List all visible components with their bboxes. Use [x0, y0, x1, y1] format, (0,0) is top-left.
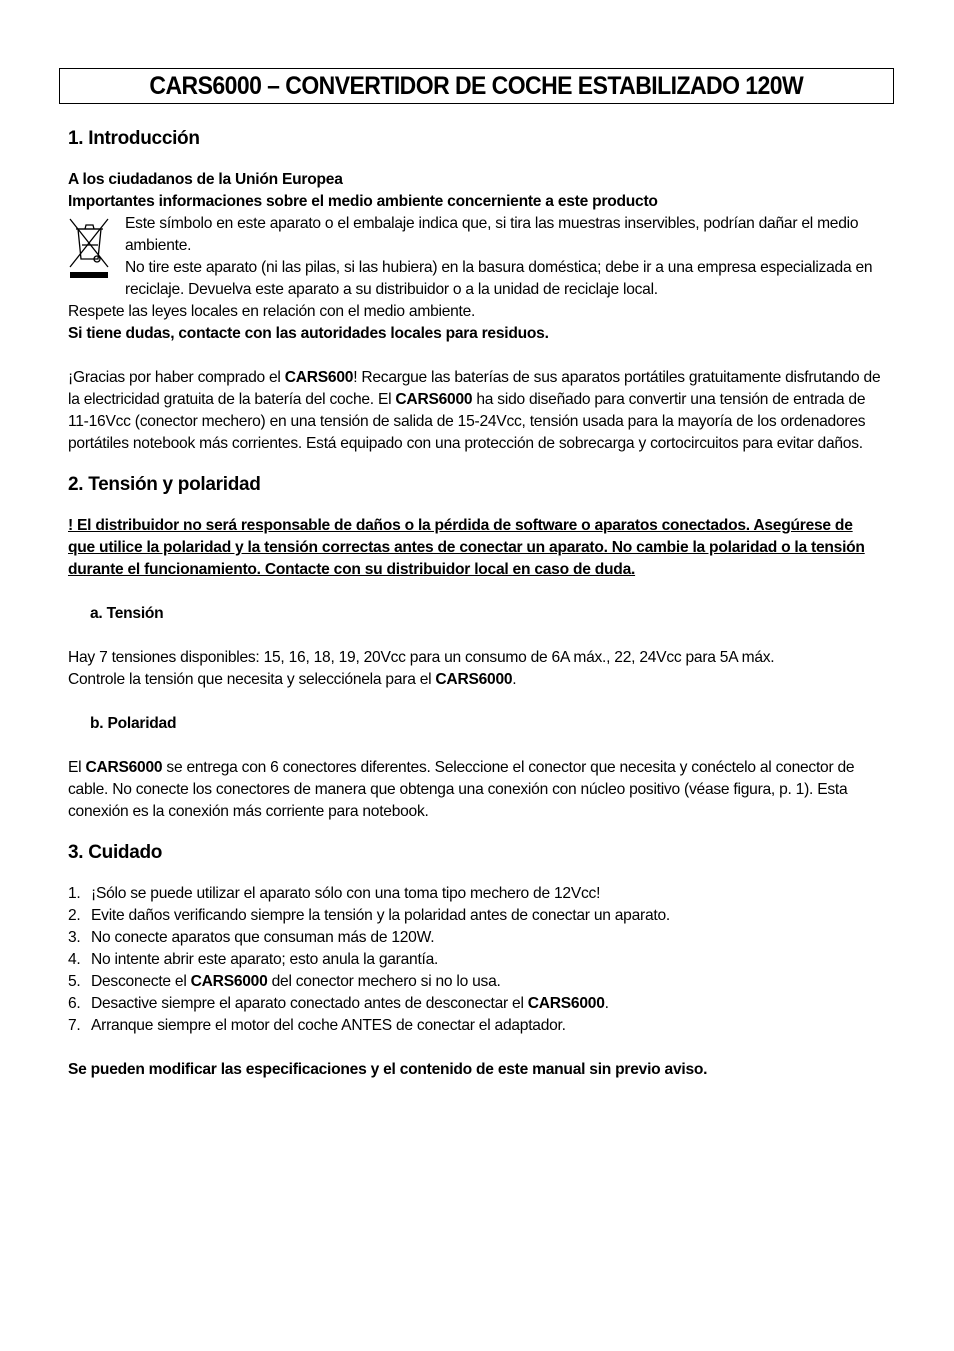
polarity-text-1: El [68, 759, 86, 776]
intro-paragraph [68, 367, 883, 455]
list-item-text-end: del conector mechero si no lo usa. [267, 973, 501, 990]
weee-symbol-text: Este símbolo en este aparato o el embalaje indica que, si tira las muestras inservibles, podrían dañar el medio ambiente. [125, 215, 859, 254]
weee-notice [68, 213, 883, 301]
weee-disposal-text-content: No tire este aparato (ni las pilas, si las hubiera) en la basura doméstica; debe ir a una empresa especializada en reciclaje. Devuelva este aparato a su distribuidor o a la unidad de reciclaje local. [125, 259, 873, 298]
voltage-select-text-2: . [512, 671, 517, 688]
weee-contact-text: Si tiene dudas, contacte con las autoridades locales para residuos. [68, 325, 549, 342]
polarity-text-2: se entrega con 6 conectores diferentes. Seleccione el conector que necesita y conéctelo al conector de cable. No conecte los conectores de manera que obtenga una conexión con núcleo positivo (véase figura, p. 1). Esta conexión es la conexión más corriente para notebook. [68, 759, 855, 820]
intro-model-2: CARS6000 [395, 391, 473, 408]
spec-change-notice: Se pueden modificar las especificaciones y el contenido de este manual sin previo aviso. [68, 1061, 708, 1078]
voltage-select-text-1: Controle la tensión que necesita y selecciónela para el [68, 671, 436, 688]
voltage-options-text: Hay 7 tensiones disponibles: 15, 16, 18, 19, 20Vcc para un consumo de 6A máx., 22, 24Vcc para 5A máx. [68, 649, 775, 666]
polarity-model: CARS6000 [85, 759, 163, 776]
subsection-b-heading: b. Polaridad [90, 715, 177, 732]
list-item-number: 5. [68, 973, 81, 990]
care-list-item [68, 1015, 883, 1037]
list-item-text: Desactive siempre el aparato conectado antes de desconectar el [91, 995, 528, 1012]
title-box [59, 68, 894, 104]
care-list-item [68, 971, 883, 993]
list-item-text: Arranque siempre el motor del coche ANTES de conectar el adaptador. [91, 1017, 566, 1034]
list-item-model: CARS6000 [190, 973, 268, 990]
voltage-select-text [68, 669, 883, 691]
care-list-item [68, 905, 883, 927]
document-body [68, 126, 883, 1081]
polarity-paragraph [68, 757, 883, 823]
care-list-item [68, 949, 883, 971]
list-item-text-end: . [604, 995, 609, 1012]
section-2-heading: 2. Tensión y polaridad [68, 474, 261, 495]
intro-text-1: ¡Gracias por haber comprado el [68, 369, 285, 386]
section-1-heading: 1. Introducción [68, 128, 200, 149]
weee-disposal-text [68, 257, 883, 301]
eu-citizens-line: A los ciudadanos de la Unión Europea [68, 171, 343, 188]
list-item-text: Desconecte el [91, 973, 191, 990]
list-item-number: 2. [68, 907, 81, 924]
care-list [68, 883, 883, 1037]
list-item-number: 6. [68, 995, 81, 1012]
section-3-heading: 3. Cuidado [68, 842, 163, 863]
crossed-out-wheelie-bin-icon [68, 215, 110, 279]
subsection-a-heading: a. Tensión [90, 605, 164, 622]
list-item-text: No intente abrir este aparato; esto anula la garantía. [91, 951, 439, 968]
care-list-item [68, 883, 883, 905]
eu-info-line: Importantes informaciones sobre el medio ambiente concerniente a este producto [68, 193, 658, 210]
voltage-select-model: CARS6000 [435, 671, 513, 688]
list-item-number: 3. [68, 929, 81, 946]
list-item-text: ¡Sólo se puede utilizar el aparato sólo con una toma tipo mechero de 12Vcc! [91, 885, 601, 902]
care-list-item [68, 927, 883, 949]
weee-laws-text: Respete las leyes locales en relación con el medio ambiente. [68, 303, 476, 320]
intro-text-3: ha sido diseñado para convertir una tensión de entrada de 11-16Vcc (conector mechero) en una tensión de salida de 15-24Vcc, tensión usada para la mayoría de los ordenadores portátiles notebook más corrientes. Está equipado con una protección de sobrecarga y cortocircuitos para evitar daños. [68, 391, 866, 452]
list-item-text: No conecte aparatos que consuman más de 120W. [91, 929, 435, 946]
list-item-text: Evite daños verificando siempre la tensión y la polaridad antes de conectar un aparato. [91, 907, 670, 924]
document-title: CARS6000 – CONVERTIDOR DE COCHE ESTABILIZADO 120W [149, 71, 804, 100]
care-list-item [68, 993, 883, 1015]
list-item-number: 1. [68, 885, 81, 902]
intro-model-1: CARS600 [284, 369, 354, 386]
list-item-number: 7. [68, 1017, 81, 1034]
list-item-number: 4. [68, 951, 81, 968]
polarity-warning: ! El distribuidor no será responsable de daños o la pérdida de software o aparatos conectados. Asegúrese de que utilice la polaridad y la tensión correctas antes de conectar un aparato. No cambie la polaridad o la tensión durante el funcionamiento. Contacte con su distribuidor local en caso de duda. [68, 517, 865, 578]
intro-text-2: ! Recargue las baterías de sus aparatos portátiles gratuitamente disfrutando de la electricidad gratuita de la batería del coche. El [68, 369, 881, 408]
list-item-model: CARS6000 [527, 995, 605, 1012]
